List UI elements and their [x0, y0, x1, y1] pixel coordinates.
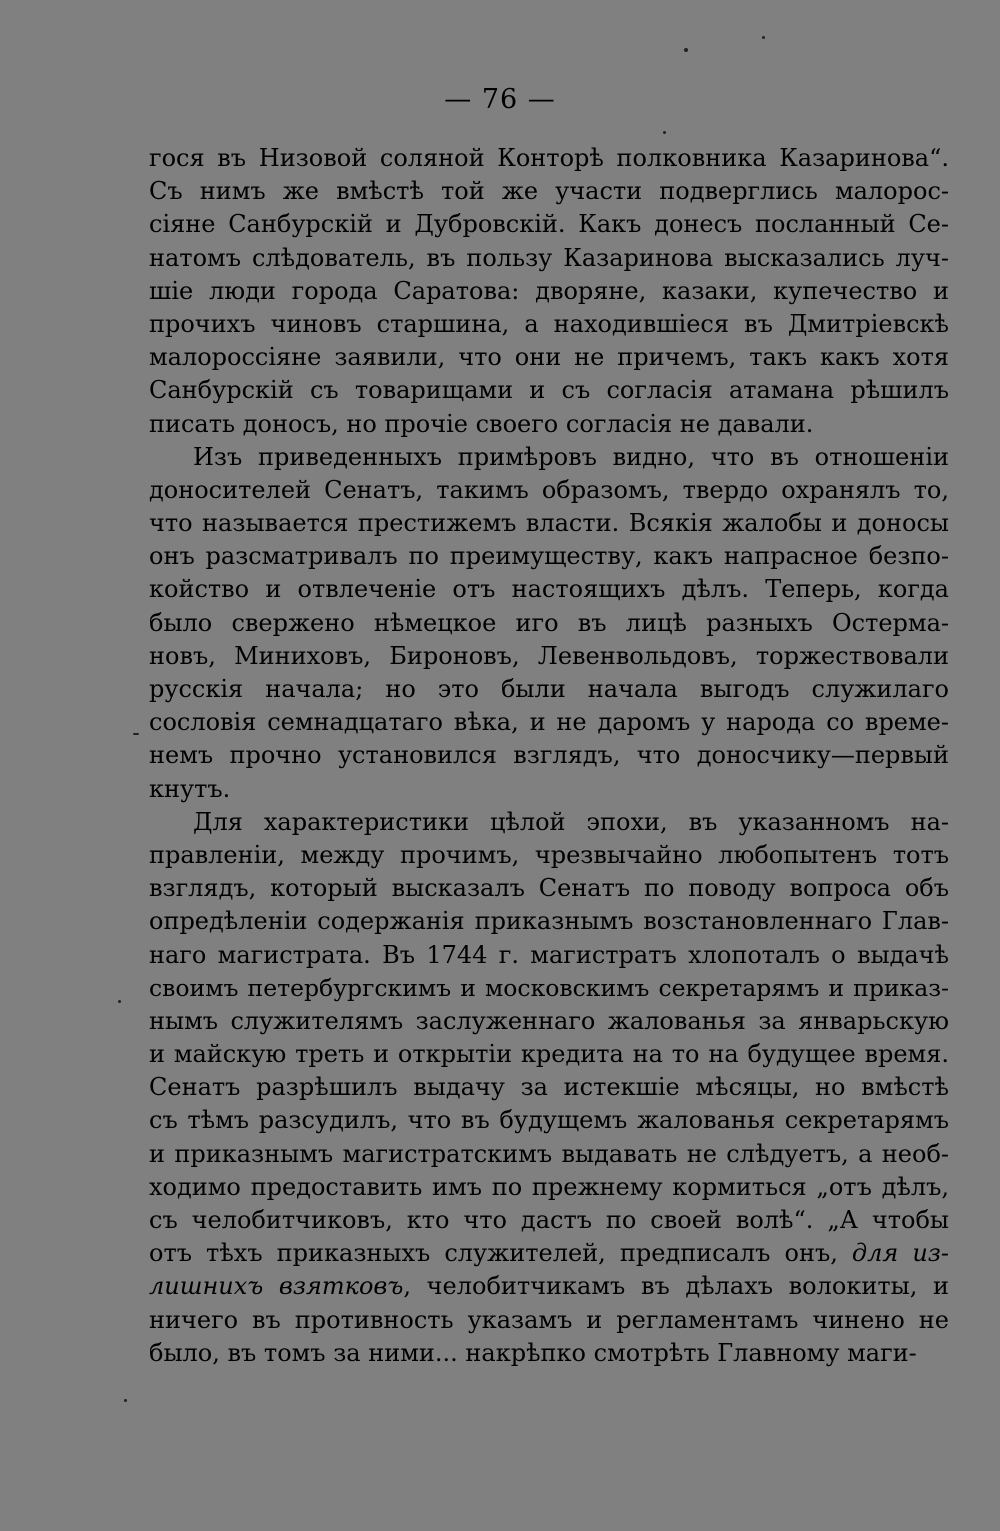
text-line: сіяне Санбурскій и Дубровскій. Какъ донесъ посланный Се-: [149, 210, 949, 239]
text-line: сословія семнадцатаго вѣка, и не даромъ у народа со време-: [149, 708, 949, 737]
text-line: новъ, Миниховъ, Бироновъ, Левенвольдовъ, торжествовали: [149, 641, 949, 670]
text-line: русскія начала; но это были начала выгодъ служилаго: [149, 675, 949, 703]
text-line: гося въ Низовой соляной Конторѣ полковника Казаринова“.: [149, 144, 949, 172]
text-line: Съ нимъ же вмѣстѣ той же участи подверглись малорос-: [149, 177, 949, 206]
text-line: шіе люди города Саратова: дворяне, казаки, купечество и: [149, 276, 949, 305]
text-segment: отъ тѣхъ приказныхъ служителей, предписалъ онъ,: [149, 1239, 838, 1268]
text-line: малороссіяне заявили, что они не причемъ, такъ какъ хотя: [149, 343, 949, 372]
text-line: ничего въ противность указамъ и регламентамъ чинено не: [149, 1305, 949, 1334]
text-line: Сенатъ разрѣшилъ выдачу за истекшіе мѣсяцы, но вмѣстѣ: [149, 1073, 949, 1102]
text-line: натомъ слѣдователь, въ пользу Казаринова высказались луч-: [149, 243, 949, 272]
text-line: Изъ приведенныхъ примѣровъ видно, что въ отношеніи: [193, 442, 949, 471]
text-line: было свержено нѣмецкое иго въ лицѣ разныхъ Остерма-: [149, 608, 949, 637]
text-line: и приказнымъ магистратскимъ выдавать не слѣдуетъ, а необ-: [149, 1139, 949, 1168]
text-line: прочихъ чиновъ старшина, а находившіеся въ Дмитріевскѣ: [149, 309, 949, 338]
scan-speck: [133, 733, 139, 735]
text-line-with-italic: [149, 1270, 949, 1303]
text-segment: , челобитчикамъ въ дѣлахъ волокиты, и: [403, 1272, 949, 1301]
text-line: съ челобитчиковъ, кто что дастъ по своей волѣ“. „А чтобы: [149, 1206, 949, 1234]
text-line: взглядъ, который высказалъ Сенатъ по поводу вопроса объ: [149, 874, 949, 903]
text-line: съ тѣмъ разсудилъ, что въ будущемъ жалованья секретарямъ: [149, 1106, 949, 1135]
text-line: койство и отвлеченіе отъ настоящихъ дѣлъ. Теперь, когда: [149, 575, 949, 604]
text-line: нымъ служителямъ заслуженнаго жалованья за январьскую: [149, 1006, 949, 1035]
scan-speck: [118, 1000, 121, 1003]
scan-speck: [762, 36, 765, 39]
scan-speck: [663, 131, 666, 134]
body-text: [149, 142, 949, 1370]
scan-speck: [124, 1399, 127, 1402]
text-line: опредѣленіи содержанія приказнымъ возстановленнаго Глав-: [149, 907, 949, 936]
italic-text-segment: лишнихъ взятковъ: [149, 1272, 404, 1301]
text-line: писать доносъ, но прочіе своего согласія не давали.: [149, 409, 814, 438]
text-line: доносителей Сенатъ, такимъ образомъ, твердо охранялъ то,: [149, 475, 949, 504]
text-line: и майскую треть и открытіи кредита на то на будущее время.: [149, 1040, 949, 1069]
text-line: что называется престижемъ власти. Всякія жалобы и доносы: [149, 509, 949, 538]
text-line: было, въ томъ за ними... накрѣпко смотрѣть Главному маги-: [149, 1338, 917, 1367]
text-line: немъ прочно установился взглядъ, что доносчику—первый: [149, 741, 949, 770]
text-line: правленіи, между прочимъ, чрезвычайно любопытенъ тотъ: [149, 840, 949, 869]
text-line: ходимо предоставить имъ по прежнему кормиться „отъ дѣлъ,: [149, 1172, 949, 1201]
text-line: онъ разсматривалъ по преимуществу, какъ напрасное безпо-: [149, 542, 949, 571]
text-line: наго магистрата. Въ 1744 г. магистратъ хлопоталъ о выдачѣ: [149, 940, 949, 969]
text-line-with-italic: [149, 1237, 949, 1270]
text-line: кнутъ.: [149, 774, 231, 803]
scan-speck: [684, 48, 688, 52]
page-number: — 76 —: [444, 84, 556, 115]
text-line: Для характеристики цѣлой эпохи, въ указанномъ на-: [193, 807, 949, 836]
text-line: своимъ петербургскимъ и московскимъ секретарямъ и приказ-: [149, 973, 949, 1002]
text-line: Санбурскій съ товарищами и съ согласія атамана рѣшилъ: [149, 376, 949, 405]
italic-text-segment: для из-: [851, 1239, 949, 1268]
